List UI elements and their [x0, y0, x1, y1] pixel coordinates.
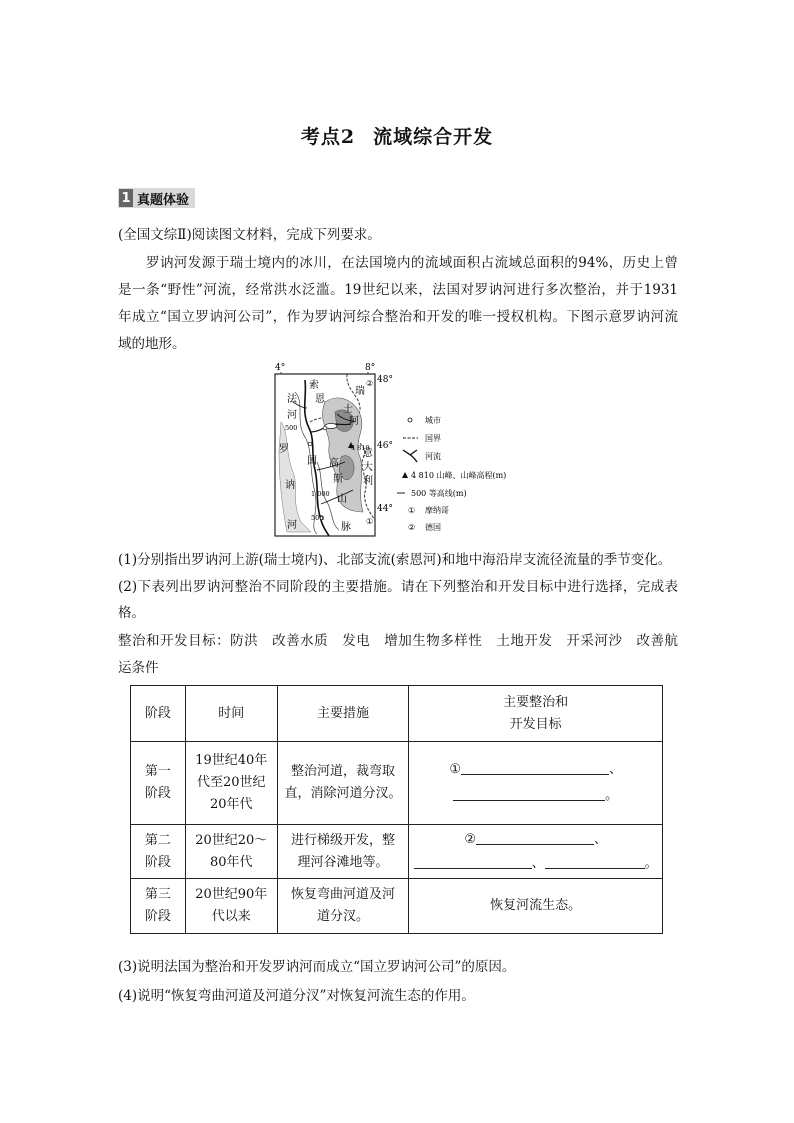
stage-cell: [131, 879, 186, 934]
section-label: 真题体验: [137, 192, 190, 208]
city-marker: [308, 442, 312, 446]
goals-line-2: 运条件: [118, 660, 159, 676]
contour-value: 1 000: [311, 490, 330, 498]
time-line: 19世纪40年: [195, 753, 268, 768]
map-label: 士: [343, 404, 353, 415]
map-label: 讷: [285, 480, 295, 491]
answer-blank[interactable]: [453, 786, 605, 801]
measure-cell: [277, 879, 409, 934]
map-label: 索: [309, 380, 319, 391]
header-time: 时间: [185, 686, 277, 742]
goals-line-1: 整治和开发目标：防洪 改善水质 发电 增加生物多样性 土地开发 开采河沙 改善航: [118, 633, 678, 649]
map-label: 罗: [279, 444, 289, 455]
map-label: 法: [287, 394, 297, 405]
map-label: 斯: [333, 474, 343, 485]
question-2-line-2: 格。: [118, 605, 145, 621]
answer-blank[interactable]: [414, 854, 532, 869]
section-number: 1: [119, 189, 133, 207]
lat-48: 48°: [377, 375, 393, 385]
period: 。: [644, 855, 658, 871]
measures-table: [130, 685, 663, 934]
stage-cell: [131, 742, 186, 825]
time-line: 代至20世纪: [196, 775, 266, 790]
measure-line: 恢复弯曲河道及河: [290, 887, 395, 902]
legend-symbol: ①: [408, 506, 416, 515]
time-cell: [185, 879, 277, 934]
map-label: 山: [337, 494, 347, 505]
paragraph-line-4: 域的地形。: [118, 336, 186, 352]
goal-cell: [409, 825, 663, 879]
measure-line: 整治河道，裁弯取: [290, 764, 395, 779]
answer-blank[interactable]: [461, 760, 609, 775]
peak-value: 4 810: [351, 444, 370, 452]
answer-marker-2: ②: [464, 831, 476, 847]
question-2-line-1: (2)下表列出罗讷河整治不同阶段的主要措施。请在下列整治和开发目标中进行选择，完成表: [118, 579, 678, 595]
answer-blank[interactable]: [545, 854, 645, 869]
contour-value: 500: [285, 424, 298, 432]
stage-line: 阶段: [144, 854, 171, 870]
question-1: (1)分别指出罗讷河上游(瑞士境内)、北部支流(索恩河)和地中海沿岸支流径流量的季节变化。: [118, 552, 672, 568]
map-label: 高: [329, 458, 339, 469]
time-cell: [185, 825, 277, 879]
answer-marker-1: ①: [449, 762, 461, 777]
stage-line: 第二: [144, 832, 171, 848]
time-line: 20世纪20～: [195, 832, 268, 848]
legend-text: 城市: [425, 416, 441, 425]
paragraph-line-2: 是一条“野性”河流，经常洪水泛滥。19世纪以来，法国对罗讷河进行多次整治，并于1931: [118, 282, 678, 298]
title-topic-name: 流域综合开发: [373, 126, 494, 148]
time-line: 20世纪90年: [195, 887, 268, 902]
title-topic-number: 考点2: [300, 126, 356, 148]
legend-text: 摩纳哥: [425, 506, 449, 515]
map-label: 河: [287, 520, 297, 531]
separator: 、: [531, 855, 545, 871]
time-line: 80年代: [209, 854, 253, 870]
measure-line: 直，消除河道分汊。: [284, 786, 402, 801]
legend-text: 河流: [425, 452, 441, 461]
map-label: 大: [363, 462, 373, 473]
goal-cell: [409, 742, 663, 825]
header-goal-line-1: 主要整治和: [503, 694, 569, 710]
measure-line: 进行梯级开发，整: [290, 832, 395, 848]
measure-line: 理河谷滩地等。: [297, 854, 389, 870]
map-legend: [397, 415, 506, 532]
time-line: 20年代: [209, 797, 253, 812]
table-row: [131, 825, 663, 879]
paragraph-line-1: 罗讷河发源于瑞士境内的冰川，在法国境内的流域面积占流域总面积的94%，历史上曾: [146, 255, 678, 271]
legend-text: 国界: [425, 434, 441, 443]
header-goal: [409, 686, 663, 742]
rhone-basin-map: [265, 362, 527, 540]
question-4: (4)说明“恢复弯曲河道及河道分汊”对恢复河流生态的作用。: [118, 988, 475, 1004]
table-header-row: [131, 686, 663, 742]
question-intro: (全国文综Ⅱ)阅读图文材料，完成下列要求。: [118, 227, 381, 243]
map-label: 国: [307, 456, 317, 467]
legend-text: 德国: [425, 523, 441, 532]
stage-line: 阶段: [144, 909, 171, 924]
lat-46: 46°: [377, 441, 393, 451]
city-marker: [323, 426, 327, 430]
map-label: 瑞: [355, 386, 365, 397]
map-label: 阿: [349, 416, 359, 427]
header-measure: 主要措施: [277, 686, 409, 742]
page-title: [0, 122, 794, 149]
lat-44: 44°: [377, 504, 393, 514]
table-row: [131, 879, 663, 934]
stage-line: 第三: [144, 887, 171, 902]
legend-symbol: ②: [408, 523, 416, 532]
contour-value: 500: [311, 514, 324, 522]
stage-cell: [131, 825, 186, 879]
measure-cell: [277, 742, 409, 825]
paragraph-line-3: 年成立“国立罗讷河公司”，作为罗讷河综合整治和开发的唯一授权机构。下图示意罗讷河流: [118, 309, 678, 325]
lon-8: 8°: [365, 363, 376, 373]
answer-blank[interactable]: [476, 830, 594, 845]
measure-cell: [277, 825, 409, 879]
legend-text: 4 810 山峰、山峰高程(m): [411, 471, 507, 480]
measure-line: 道分汊。: [316, 909, 369, 924]
period: 。: [605, 788, 619, 803]
table-row: [131, 742, 663, 825]
map-label: 恩: [315, 394, 325, 405]
stage-line: 阶段: [144, 786, 171, 801]
time-cell: [185, 742, 277, 825]
marker-germany: ②: [366, 379, 374, 388]
lon-4: 4°: [275, 363, 286, 373]
separator: 、: [608, 762, 622, 777]
separator: 、: [593, 831, 607, 847]
legend-river-icon: [403, 450, 417, 462]
question-3: (3)说明法国为整治和开发罗讷河而成立“国立罗讷河公司”的原因。: [118, 959, 516, 975]
map-label: 河: [287, 410, 297, 421]
legend-peak-icon: [402, 472, 408, 478]
header-stage: 阶段: [131, 686, 186, 742]
legend-city-icon: [408, 418, 412, 422]
map-label: 利: [363, 476, 373, 487]
time-line: 代以来: [211, 909, 251, 924]
stage-line: 第一: [144, 764, 171, 779]
legend-text: 500 等高线(m): [411, 489, 467, 498]
goal-cell: 恢复河流生态。: [409, 879, 663, 934]
marker-monaco: ①: [366, 517, 374, 526]
map-label: 脉: [341, 522, 351, 533]
header-goal-line-2: 开发目标: [509, 716, 562, 732]
map-label: 意: [363, 448, 373, 459]
section-header: [118, 188, 195, 208]
